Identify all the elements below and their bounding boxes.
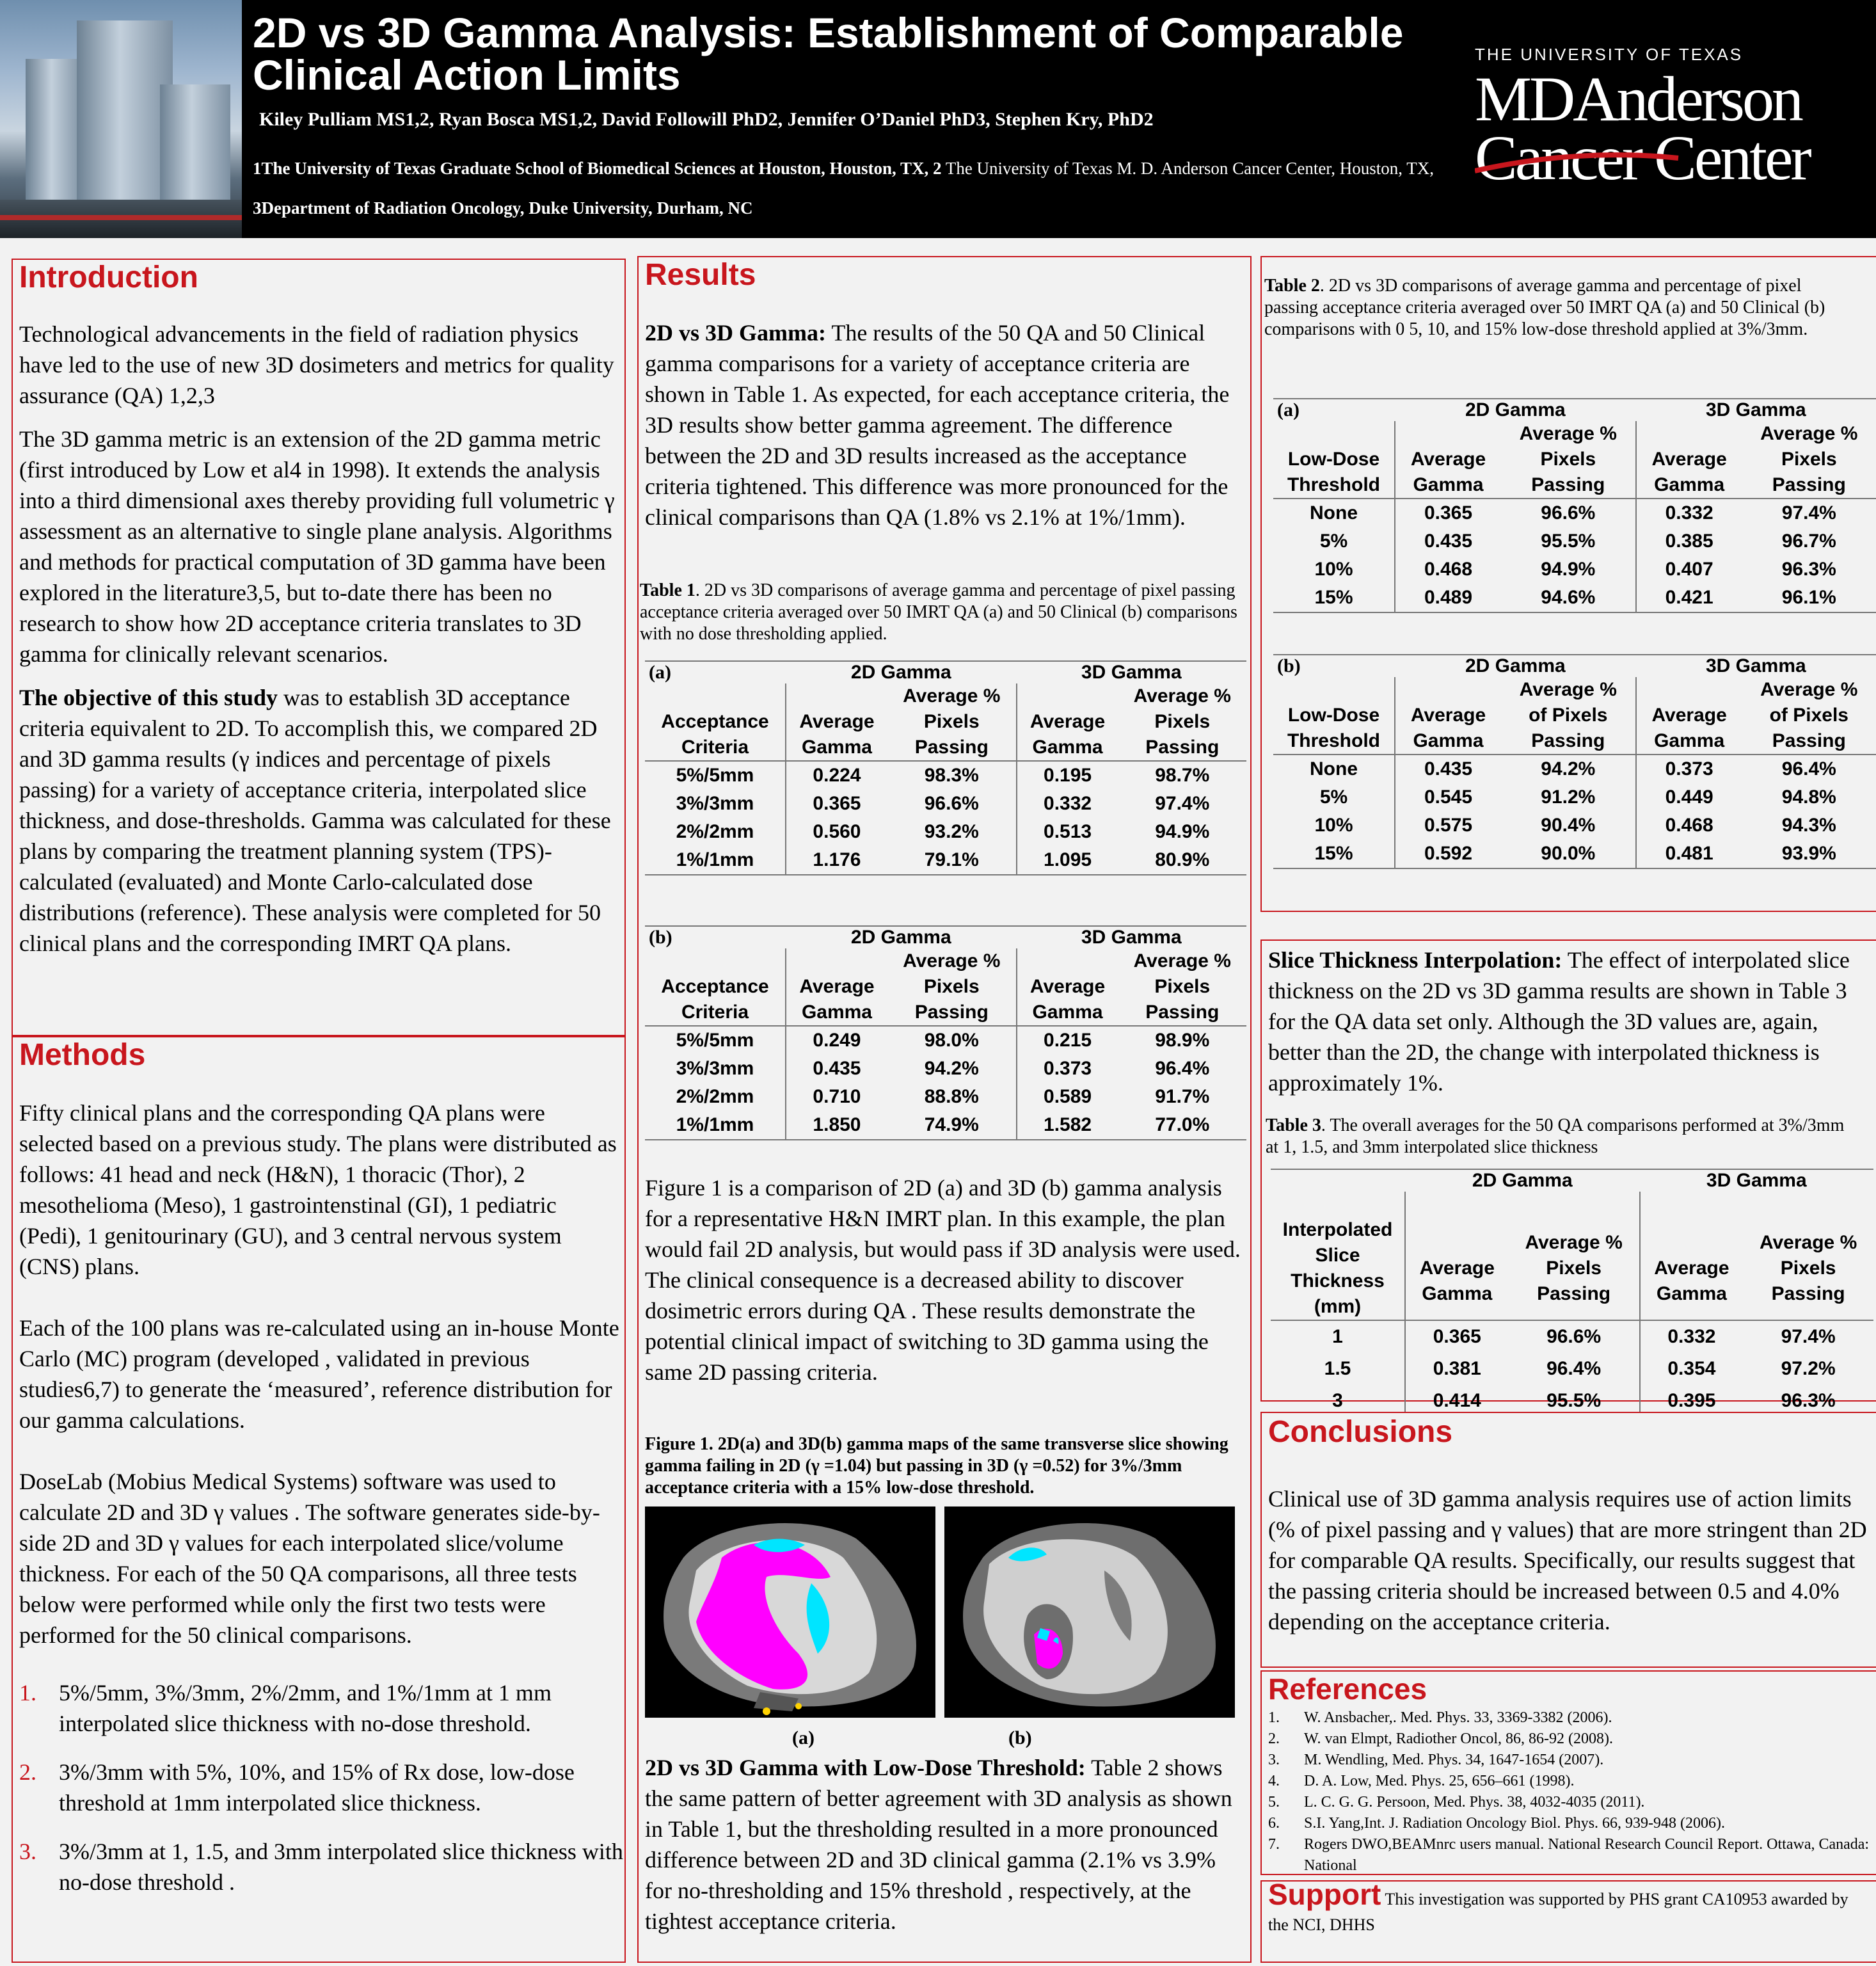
table-cell: 98.7%	[1155, 765, 1210, 786]
table-cell: 0.249	[786, 1026, 887, 1055]
table-row	[645, 1026, 1246, 1055]
table-cell: 0.385	[1636, 527, 1742, 555]
support-text: Support This investigation was supported by PHS grant CA10953 awarded by the NCI, DHHS	[1268, 1878, 1848, 1934]
table1a-label: (a)	[645, 661, 786, 683]
table-cell: 2%/2mm	[676, 821, 754, 842]
table-cell: 0.195	[1017, 761, 1118, 790]
results-paragraph-2: Figure 1 is a comparison of 2D (a) and 3D (b) gamma analysis for a representative H&N IMRT plan. In this example, the plan would fail 2D analysis, but would pass if 3D analysis were used. The clinical consequence is a decreased ability to discover dosimetric errors during QA . These results demonstrate the potential clinical impact of switching to 3D gamma using the same 2D passing criteria.	[645, 1175, 1241, 1385]
table-row	[645, 761, 1246, 790]
poster-title: 2D vs 3D Gamma Analysis: Establishment of Comparable Clinical Action Limits	[253, 9, 1404, 99]
table-cell: 80.9%	[1118, 846, 1246, 875]
results-paragraph-3: 2D vs 3D Gamma with Low-Dose Threshold: Table 2 shows the same pattern of better agreement with 3D analysis as shown in Table 1, but the thresholding resulted in a more pronounced difference between 2D and 3D clinical gamma (2.1% vs 3.9% for no-thresholding and 15% threshold , respectively, at the tightest acceptance criteria.	[645, 1755, 1232, 1934]
table-cell: 96.4%	[1781, 758, 1836, 779]
table1b-2d-header: 2D Gamma	[786, 926, 1017, 948]
table-row	[645, 1083, 1246, 1111]
table3-2d-header: 2D Gamma	[1405, 1169, 1640, 1192]
logo-swoosh-icon	[1475, 152, 1680, 177]
table-cell: 98.0%	[924, 1030, 979, 1051]
table-cell: 5%	[1319, 787, 1348, 808]
table-cell: 0.332	[1636, 499, 1742, 527]
table-row	[1273, 527, 1876, 555]
slice-thickness-paragraph: Slice Thickness Interpolation: The effect of interpolated slice thickness on the 2D vs 3D gamma results are shown in Table 3 for the QA data set only. Although the 3D values are, again, better than the 2D, the change with interpolated thickness is approximately 1%.	[1268, 947, 1850, 1096]
table3	[1271, 1169, 1873, 1418]
conclusions-paragraph: Clinical use of 3D gamma analysis requires use of action limits (% of pixel passing and γ values) that are more stringent than 2D for comparable QA results. Specifically, our results suggest that the passing criteria should be increased between 0.5 and 4.0% depending on the acceptance criteria.	[1268, 1486, 1867, 1634]
table-cell: 1.850	[786, 1111, 887, 1140]
reference-item: 4. D. A. Low, Med. Phys. 25, 656–661 (1998).	[1268, 1773, 1575, 1789]
table2a-col-threshold: Low-Dose Threshold	[1273, 421, 1395, 499]
table1b-col-avg-3d: Average Gamma	[1017, 948, 1118, 1026]
table-cell: 0.215	[1017, 1026, 1118, 1055]
table-cell: 2%/2mm	[676, 1086, 754, 1107]
table1a-2d-header: 2D Gamma	[786, 661, 1017, 683]
table-cell: 96.4%	[1155, 1058, 1210, 1079]
table-cell: 88.8%	[924, 1086, 979, 1107]
table2a-col-avg-3d: Average Gamma	[1636, 421, 1742, 499]
table-cell: 3	[1271, 1385, 1405, 1418]
table-cell: 96.4%	[1546, 1358, 1602, 1379]
table-cell: 10%	[1314, 815, 1353, 836]
table-cell: None	[1310, 502, 1358, 523]
table-row	[645, 790, 1246, 818]
table-cell: 1.5	[1324, 1358, 1351, 1379]
table-cell: 0.395	[1640, 1385, 1744, 1418]
support-panel	[1260, 1880, 1876, 1963]
figure1-label-a: (a)	[792, 1727, 815, 1748]
methods-paragraph-3: DoseLab (Mobius Medical Systems) software was used to calculate 2D and 3D γ values . The software generates side-by-side 2D and 3D γ values for each interpolated slice/volume thickness. For each of the 50 QA comparisons, all three tests below were performed while only the first two tests were performed for the 50 clinical comparisons.	[19, 1469, 600, 1648]
introduction-panel	[12, 259, 626, 1036]
table-cell: 0.224	[786, 761, 887, 790]
table-cell: 0.468	[1395, 555, 1501, 584]
table2a-2d-header: 2D Gamma	[1395, 399, 1636, 421]
table-row	[1273, 811, 1876, 840]
methods-panel	[12, 1036, 626, 1963]
table-cell: 96.3%	[1743, 1385, 1873, 1418]
table1b-col-pass-3d: Average % Pixels Passing	[1118, 948, 1246, 1026]
md-anderson-logo: THE UNIVERSITY OF TEXAS MDAnderson Cancer Center	[1475, 45, 1809, 193]
table-cell: 91.2%	[1541, 787, 1596, 808]
table-row	[645, 1055, 1246, 1083]
test-list	[19, 1677, 624, 1898]
table-cell: 0.545	[1395, 783, 1501, 811]
reference-item: 1. W. Ansbacher,. Med. Phys. 33, 3369-3382 (2006).	[1268, 1709, 1612, 1726]
table-cell: 97.4%	[1155, 793, 1210, 814]
table-cell: 0.560	[786, 818, 887, 846]
affiliations: 1The University of Texas Graduate School of Biomedical Sciences at Houston, Houston, TX, 2 The University of Texas M. D. Anderson Cancer Center, Houston, TX, 3Department of Radiation Oncology, Duke University, Durham, NC	[253, 159, 1434, 218]
table1b-3d-header: 3D Gamma	[1017, 926, 1246, 948]
table2-panel	[1260, 256, 1876, 912]
table-cell: 5%/5mm	[676, 1030, 754, 1051]
table-cell: 94.6%	[1501, 584, 1636, 612]
table2b-2d-header: 2D Gamma	[1395, 655, 1636, 677]
table-cell: 0.489	[1395, 584, 1501, 612]
table-cell: 0.365	[786, 790, 887, 818]
table3-col-avg-3d: Average Gamma	[1640, 1192, 1744, 1320]
table-row	[645, 846, 1246, 875]
table2b-col-avg-2d: Average Gamma	[1395, 677, 1501, 755]
test-item-1: 1. 5%/5mm, 3%/3mm, 2%/2mm, and 1%/1mm at 1 mm interpolated slice thickness with no-dose threshold.	[19, 1680, 552, 1736]
table-row	[645, 1111, 1246, 1140]
reference-item: 5. L. C. G. G. Persoon, Med. Phys. 38, 4032-4035 (2011).	[1268, 1794, 1645, 1810]
table-cell: 0.435	[1395, 755, 1501, 783]
table1b-col-pass-2d: Average % Pixels Passing	[887, 948, 1017, 1026]
table1a-3d-header: 3D Gamma	[1017, 661, 1246, 683]
table1a	[645, 660, 1246, 875]
table2b-col-threshold: Low-Dose Threshold	[1273, 677, 1395, 755]
results-paragraph-1: 2D vs 3D Gamma: The results of the 50 QA and 50 Clinical gamma comparisons for a variety of acceptance criteria are shown in Table 1. As expected, for each acceptance criteria, the 3D results show better gamma agreement. The difference between the 2D and 3D results increased as the acceptance criteria tightened. This difference was more pronounced for the clinical comparisons than QA (1.8% vs 2.1% at 1%/1mm).	[645, 320, 1230, 530]
table2b-label: (b)	[1273, 655, 1395, 677]
conclusions-heading: Conclusions	[1268, 1415, 1453, 1449]
table-cell: 0.710	[786, 1083, 887, 1111]
table-row	[1273, 755, 1876, 783]
table-cell: 0.449	[1636, 783, 1742, 811]
gamma-map-3d-image	[944, 1506, 1235, 1718]
table-row	[1273, 499, 1876, 527]
table-cell: 97.2%	[1781, 1358, 1836, 1379]
table1a-col-pass-3d: Average % Pixels Passing	[1118, 683, 1246, 761]
table-cell: 1%/1mm	[645, 1111, 786, 1140]
table2b-col-pass-2d: Average % of Pixels Passing	[1501, 677, 1636, 755]
table-cell: 94.3%	[1781, 815, 1836, 836]
table-cell: 0.354	[1640, 1353, 1744, 1385]
methods-paragraph-1: Fifty clinical plans and the corresponding QA plans were selected based on a previous study. The plans were distributed as follows: 41 head and neck (H&N), 1 thoracic (Thor), 2 mesothelioma (Meso), 1 gastrointenstinal (GI), 1 pediatric (Pedi), 1 genitourinary (GU), and 3 central nervous system (CNS) plans.	[19, 1100, 617, 1279]
table-cell: 95.5%	[1541, 531, 1596, 552]
table-cell: 0.435	[1395, 527, 1501, 555]
table-cell: 15%	[1273, 584, 1395, 612]
table3-col-pass-2d: Average % Pixels Passing	[1509, 1192, 1640, 1320]
poster-header	[0, 0, 1876, 238]
table-cell: 94.8%	[1781, 787, 1836, 808]
table-cell: 5%	[1319, 531, 1348, 552]
table-cell: 0.435	[786, 1055, 887, 1083]
table-cell: 96.6%	[1546, 1326, 1602, 1347]
table3-col-avg-2d: Average Gamma	[1405, 1192, 1509, 1320]
table2a-col-pass-2d: Average % Pixels Passing	[1501, 421, 1636, 499]
slice-thickness-panel	[1260, 939, 1876, 1411]
table-cell: 0.332	[1640, 1320, 1744, 1353]
table-cell: 3%/3mm	[676, 1058, 754, 1079]
table-cell: 15%	[1273, 840, 1395, 868]
table-cell: 0.407	[1636, 555, 1742, 584]
table2a-col-avg-2d: Average Gamma	[1395, 421, 1501, 499]
conclusions-panel	[1260, 1412, 1876, 1668]
table-cell: 94.9%	[1541, 559, 1596, 580]
table-cell: 98.9%	[1155, 1030, 1210, 1051]
reference-item: 3. M. Wendling, Med. Phys. 34, 1647-1654 (2007).	[1268, 1752, 1604, 1768]
references-heading: References	[1268, 1672, 1427, 1706]
table-cell: 0.421	[1636, 584, 1742, 612]
table-cell: 1%/1mm	[645, 846, 786, 875]
table-cell: 77.0%	[1118, 1111, 1246, 1140]
table-cell: 96.3%	[1781, 559, 1836, 580]
table-row	[1273, 584, 1876, 612]
table-cell: 93.9%	[1742, 840, 1876, 868]
table-cell: 74.9%	[887, 1111, 1017, 1140]
intro-paragraph-1: Technological advancements in the field of radiation physics have led to the use of new 3D dosimeters and metrics for quality assurance (QA) 1,2,3	[19, 321, 614, 408]
table-row	[1271, 1320, 1873, 1353]
results-heading: Results	[645, 258, 756, 292]
table2b-3d-header: 3D Gamma	[1636, 655, 1876, 677]
table-cell: 0.414	[1405, 1385, 1509, 1418]
table-cell: 94.2%	[1541, 758, 1596, 779]
intro-paragraph-3: The objective of this study was to establish 3D acceptance criteria equivalent to 2D. To accomplish this, we compared 2D and 3D gamma results (γ indices and percentage of pixels passing) for a variety of acceptance criteria, interpolated slice thickness, and dose-thresholds. Gamma was calculated for these plans by comparing the treatment planning system (TPS)-calculated (evaluated) and Monte Carlo-calculated dose distributions (reference). These analysis were completed for 50 clinical plans and the corresponding IMRT QA plans.	[19, 685, 611, 956]
table-cell: 93.2%	[924, 821, 979, 842]
reference-list	[1268, 1707, 1870, 1876]
table3-caption: Table 3. The overall averages for the 50 QA comparisons performed at 3%/3mm at 1, 1.5, and 3mm interpolated slice thickness	[1266, 1115, 1845, 1157]
table1b-label: (b)	[645, 926, 786, 948]
table1b	[645, 925, 1246, 1140]
table-cell: 96.1%	[1742, 584, 1876, 612]
table2b-col-pass-3d: Average % of Pixels Passing	[1742, 677, 1876, 755]
table-cell: 5%/5mm	[676, 765, 754, 786]
gamma-map-2d-image	[645, 1506, 935, 1718]
table1b-col-avg-2d: Average Gamma	[786, 948, 887, 1026]
table-cell: 0.365	[1395, 499, 1501, 527]
table-cell: 94.9%	[1155, 821, 1210, 842]
table-cell: 0.589	[1017, 1083, 1118, 1111]
table-row	[1273, 783, 1876, 811]
methods-paragraph-2: Each of the 100 plans was re-calculated using an in-house Monte Carlo (MC) program (developed , validated in previous studies6,7) to generate the ‘measured’, reference distribution for our gamma calculations.	[19, 1315, 619, 1433]
results-panel	[637, 256, 1252, 1963]
table1b-col-criteria: Acceptance Criteria	[645, 948, 786, 1026]
table-cell: 98.3%	[924, 765, 979, 786]
table-row	[1273, 555, 1876, 584]
table2b	[1273, 654, 1876, 869]
hospital-building-photo	[0, 0, 242, 238]
table-row	[1271, 1353, 1873, 1385]
table-cell: 1.176	[786, 846, 887, 875]
intro-paragraph-2: The 3D gamma metric is an extension of the 2D gamma metric (first introduced by Low et al4 in 1998). It extends the analysis into a third dimensional axes thereby providing full volumetric γ assessment as an alternative to single plane analysis. Algorithms and methods for practical computation of 3D gamma have been explored in the literature3,5, but to-date there has been no research to show how 2D acceptance criteria translates to 3D gamma for clinically relevant scenarios.	[19, 426, 615, 667]
table2a-label: (a)	[1273, 399, 1395, 421]
table-cell: 0.592	[1395, 840, 1501, 868]
table2a-3d-header: 3D Gamma	[1636, 399, 1876, 421]
table-cell: 1.582	[1017, 1111, 1118, 1140]
table-cell: 90.4%	[1541, 815, 1596, 836]
references-panel	[1260, 1670, 1876, 1875]
figure1-label-b: (b)	[1008, 1727, 1032, 1748]
introduction-heading: Introduction	[19, 260, 198, 294]
table1-caption: Table 1. 2D vs 3D comparisons of average gamma and percentage of pixel passing acceptance criteria averaged over 50 IMRT QA (a) and 50 Clinical (b) comparisons with no dose thresholding applied.	[640, 580, 1237, 644]
table-row	[645, 818, 1246, 846]
table-cell: 90.0%	[1501, 840, 1636, 868]
table-cell: 94.2%	[924, 1058, 979, 1079]
reference-item: 7. Rogers DWO,BEAMnrc users manual. National Research Council Report. Ottawa, Canada: National	[1268, 1836, 1870, 1874]
table2-caption: Table 2. 2D vs 3D comparisons of average gamma and percentage of pixel passing acceptance criteria averaged over 50 IMRT QA (a) and 50 Clinical (b) comparisons with 0 5, 10, and 15% low-dose threshold applied at 3%/3mm.	[1264, 276, 1825, 339]
table-cell: 0.468	[1636, 811, 1742, 840]
table-cell: 0.513	[1017, 818, 1118, 846]
table-cell: None	[1310, 758, 1358, 779]
table-cell: 91.7%	[1155, 1086, 1210, 1107]
table-cell: 95.5%	[1509, 1385, 1640, 1418]
methods-heading: Methods	[19, 1038, 146, 1072]
table-cell: 3%/3mm	[676, 793, 754, 814]
table2a	[1273, 398, 1876, 613]
figure1-caption: Figure 1. 2D(a) and 3D(b) gamma maps of the same transverse slice showing gamma failing in 2D (γ =1.04) but passing in 3D (γ =0.52) for 3%/3mm acceptance criteria with a 15% low-dose threshold.	[645, 1434, 1228, 1498]
table2a-col-pass-3d: Average % Pixels Passing	[1742, 421, 1876, 499]
reference-item: 2. W. van Elmpt, Radiother Oncol, 86, 86-92 (2008).	[1268, 1730, 1614, 1747]
table1a-col-pass-2d: Average % Pixels Passing	[887, 683, 1017, 761]
test-item-2: 2. 3%/3mm with 5%, 10%, and 15% of Rx dose, low-dose threshold at 1mm interpolated slice thickness.	[19, 1759, 575, 1816]
table1a-col-criteria: Acceptance Criteria	[645, 683, 786, 761]
table-cell: 0.481	[1636, 840, 1742, 868]
table-cell: 79.1%	[887, 846, 1017, 875]
author-list: Kiley Pulliam MS1,2, Ryan Bosca MS1,2, David Followill PhD2, Jennifer O’Daniel PhD3, Stephen Kry, PhD2	[259, 109, 1154, 130]
table-cell: 1.095	[1017, 846, 1118, 875]
table1a-col-avg-2d: Average Gamma	[786, 683, 887, 761]
table1a-col-avg-3d: Average Gamma	[1017, 683, 1118, 761]
table-cell: 1	[1332, 1326, 1343, 1347]
reference-item: 6. S.I. Yang,Int. J. Radiation Oncology Biol. Phys. 66, 939-948 (2006).	[1268, 1815, 1726, 1832]
table-row	[1273, 840, 1876, 868]
table3-3d-header: 3D Gamma	[1640, 1169, 1873, 1192]
table-cell: 96.6%	[924, 793, 979, 814]
table-cell: 0.575	[1395, 811, 1501, 840]
table-cell: 0.373	[1017, 1055, 1118, 1083]
table3-col-pass-3d: Average % Pixels Passing	[1743, 1192, 1873, 1320]
table-cell: 0.373	[1636, 755, 1742, 783]
table-cell: 96.7%	[1781, 531, 1836, 552]
table-cell: 0.365	[1405, 1320, 1509, 1353]
test-item-3: 3. 3%/3mm at 1, 1.5, and 3mm interpolated slice thickness with no-dose threshold .	[19, 1839, 623, 1895]
table-cell: 97.4%	[1781, 502, 1836, 523]
table-cell: 96.6%	[1541, 502, 1596, 523]
table2b-col-avg-3d: Average Gamma	[1636, 677, 1742, 755]
table-cell: 0.332	[1017, 790, 1118, 818]
table-cell: 10%	[1314, 559, 1353, 580]
table-cell: 97.4%	[1781, 1326, 1836, 1347]
table3-col-slice: Interpolated Slice Thickness (mm)	[1271, 1192, 1405, 1320]
table-cell: 0.381	[1405, 1353, 1509, 1385]
